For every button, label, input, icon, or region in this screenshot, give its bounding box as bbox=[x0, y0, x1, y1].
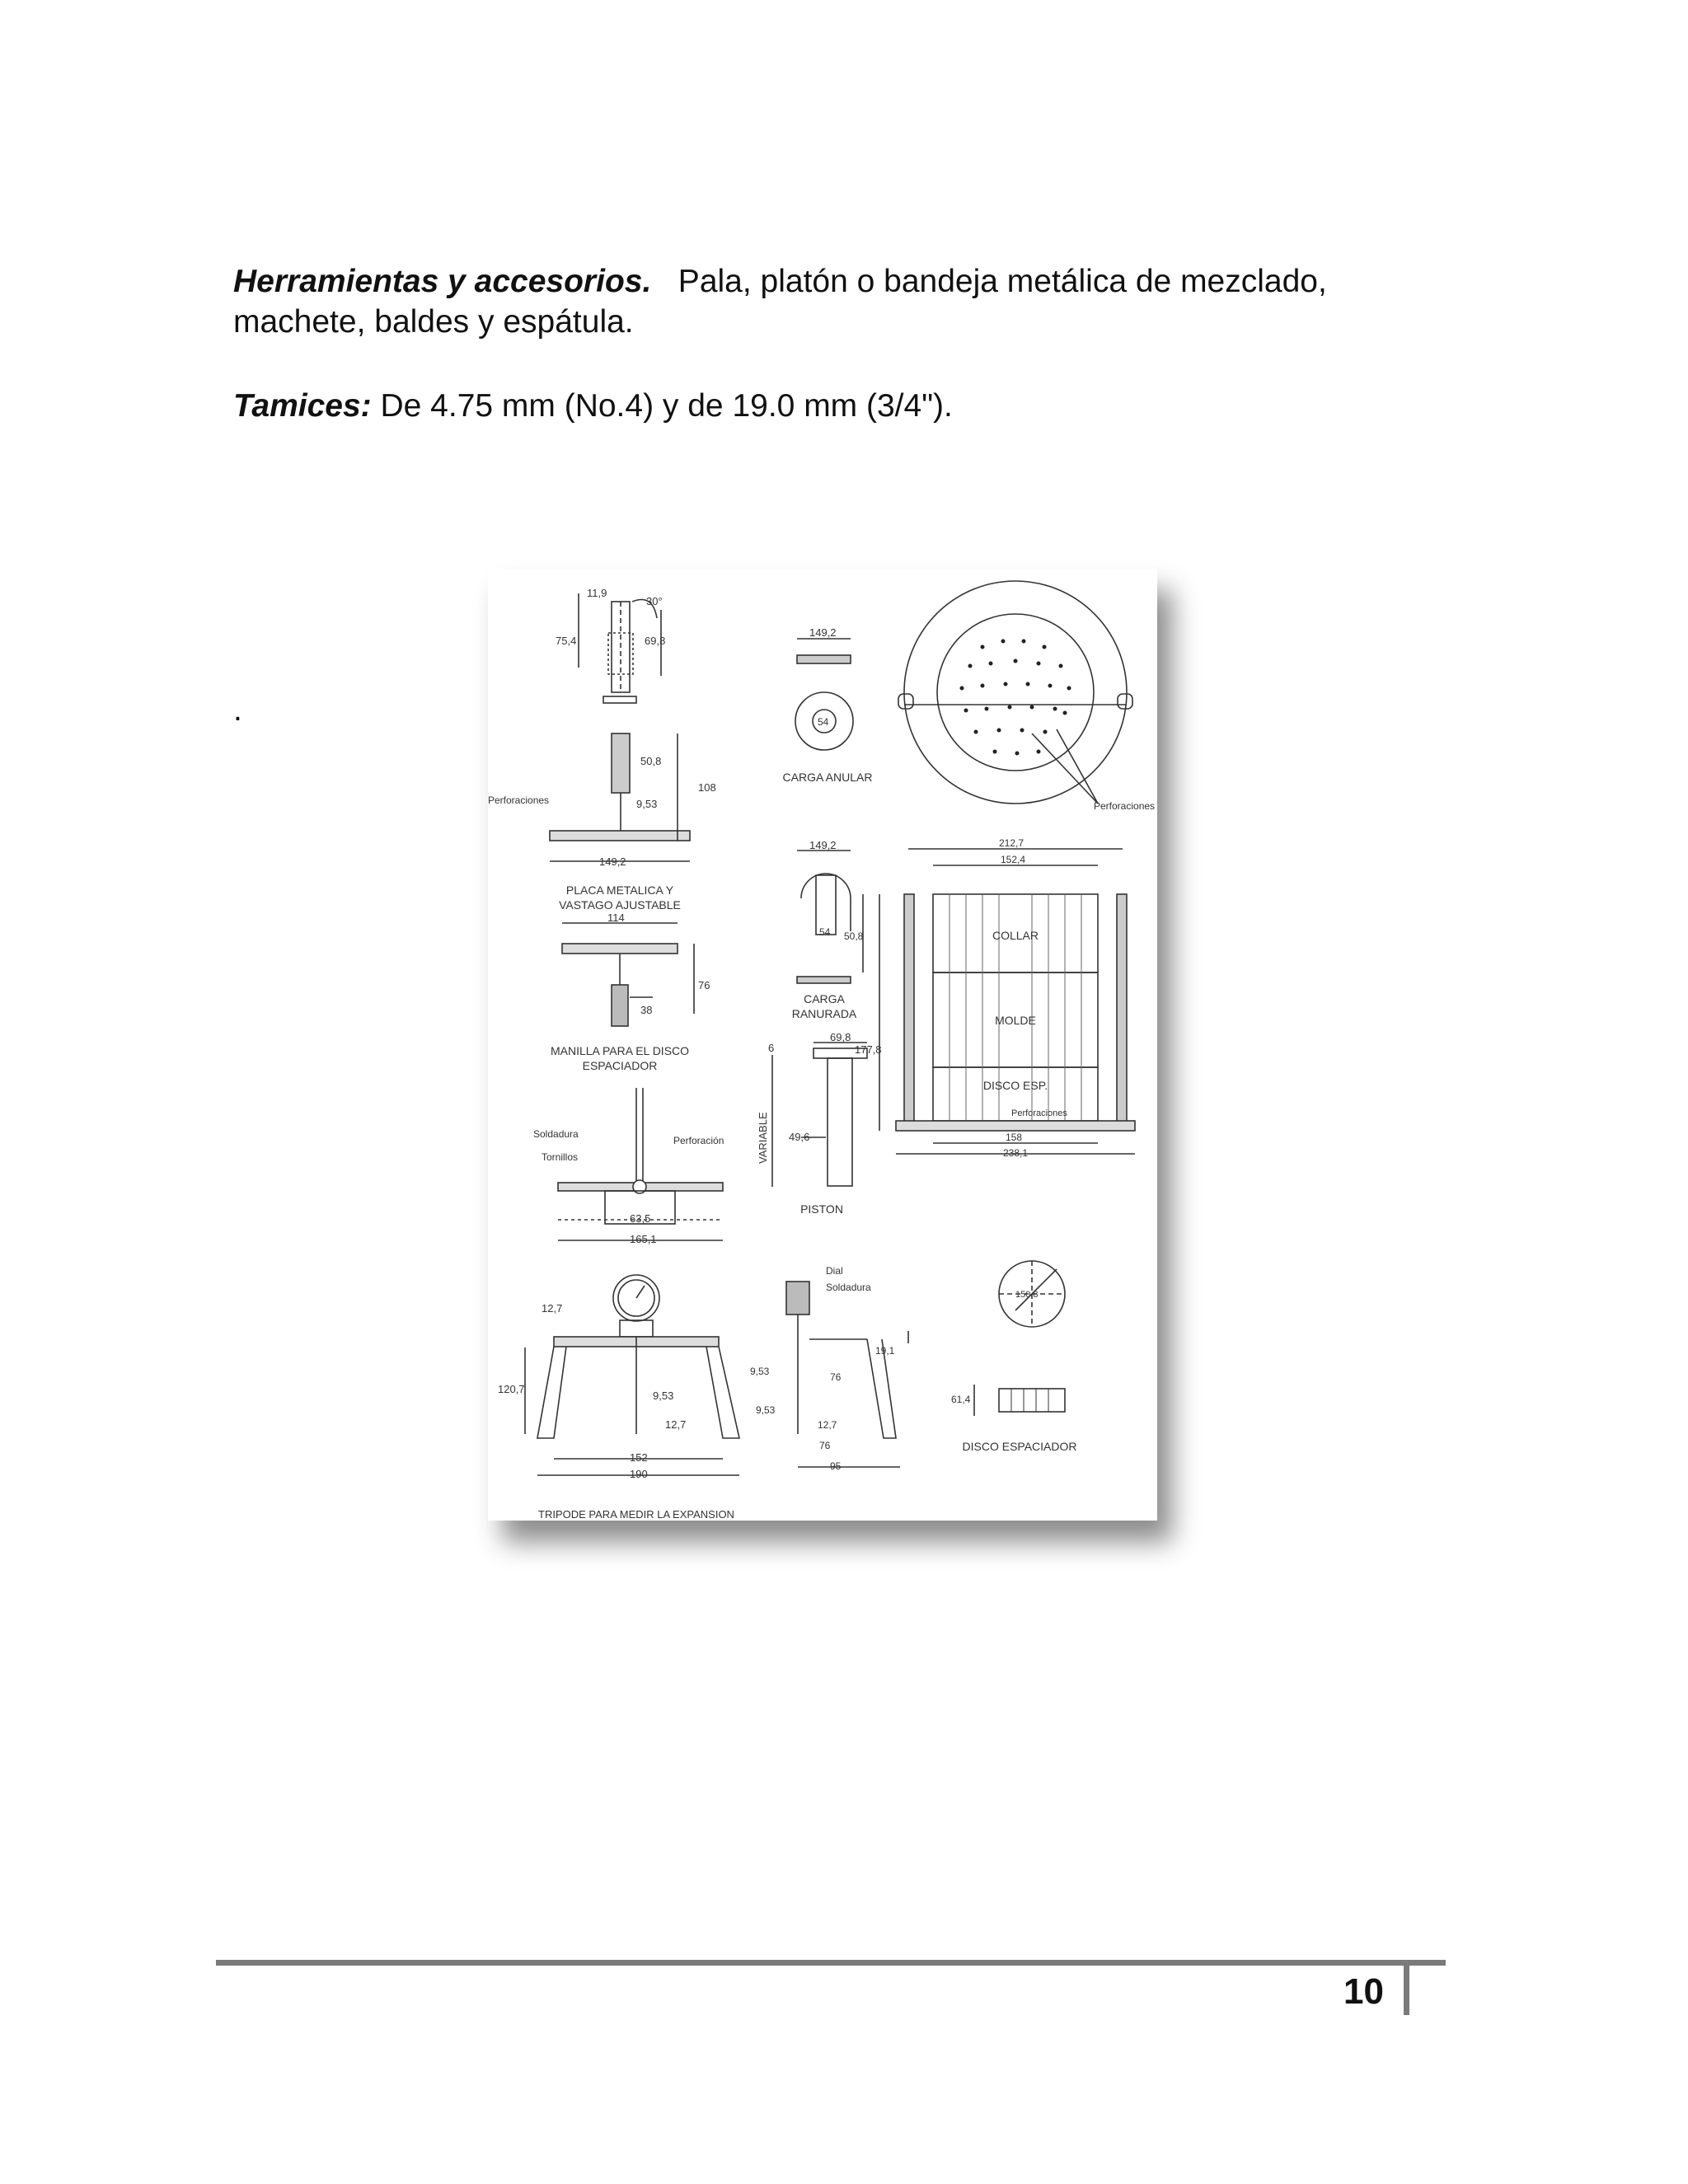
mold-assembly-drawing bbox=[863, 849, 1135, 1154]
dim-50-8-mold: 50,8 bbox=[844, 930, 864, 942]
dim-9-53-dial-a: 9,53 bbox=[750, 1366, 770, 1377]
dim-49-6: 49,6 bbox=[789, 1131, 810, 1143]
dim-165-1: 165,1 bbox=[630, 1233, 657, 1245]
dim-177-8: 177,8 bbox=[855, 1043, 882, 1056]
label-tornillos: Tornillos bbox=[542, 1151, 579, 1163]
dim-149-2-anular: 149,2 bbox=[809, 626, 837, 639]
dim-9-53-dial-b: 9,53 bbox=[756, 1404, 776, 1416]
label-perforaciones-left: Perforaciones bbox=[488, 794, 550, 806]
dim-63-5: 63,5 bbox=[630, 1212, 651, 1225]
dim-54-ranurada: 54 bbox=[819, 926, 831, 938]
dial-stand-drawing bbox=[786, 1282, 908, 1467]
text-tamices: De 4.75 mm (No.4) y de 19.0 mm (3/4"). bbox=[371, 388, 953, 424]
footer-rule bbox=[216, 1960, 1446, 1966]
dim-95: 95 bbox=[830, 1460, 842, 1472]
label-soldadura: Soldadura bbox=[533, 1128, 579, 1140]
label-perforaciones-mold: Perforaciones bbox=[1011, 1108, 1067, 1118]
dim-12-7-dial: 12,7 bbox=[818, 1419, 837, 1431]
dim-12-7-tripode-b: 12,7 bbox=[665, 1418, 687, 1431]
label-ranurada: RANURADA bbox=[791, 1007, 857, 1020]
label-molde: MOLDE bbox=[995, 1014, 1036, 1027]
vastago-top-detail bbox=[550, 593, 690, 861]
dim-149-2-ranurada: 149,2 bbox=[809, 839, 837, 851]
dim-149-2-placa: 149,2 bbox=[599, 855, 626, 868]
label-variable: VARIABLE bbox=[757, 1112, 769, 1164]
dim-76-manilla: 76 bbox=[698, 979, 710, 991]
dim-152-tripode: 152 bbox=[630, 1451, 648, 1464]
page-number: 10 bbox=[1343, 1971, 1384, 2012]
heading-herramientas: Herramientas y accesorios. bbox=[233, 264, 652, 299]
cbr-apparatus-drawing bbox=[488, 569, 1157, 1521]
carga-anular-drawing bbox=[795, 639, 853, 750]
dim-108: 108 bbox=[698, 781, 716, 794]
label-soldadura-dial: Soldadura bbox=[826, 1282, 871, 1293]
perforated-plate-drawing bbox=[898, 581, 1132, 804]
dim-75-4: 75,4 bbox=[556, 635, 577, 647]
dim-6: 6 bbox=[768, 1042, 775, 1054]
label-perforaciones-right: Perforaciones bbox=[1094, 800, 1156, 812]
heading-tamices: Tamices: bbox=[233, 388, 372, 424]
label-manilla-1: MANILLA PARA EL DISCO bbox=[550, 1044, 690, 1057]
dim-9-53-top: 9,53 bbox=[636, 798, 658, 810]
carga-ranurada-drawing bbox=[797, 851, 851, 983]
disco-espaciador-drawing bbox=[974, 1261, 1065, 1416]
dim-158: 158 bbox=[1006, 1132, 1023, 1143]
footer-vertical-bar bbox=[1404, 1966, 1409, 2015]
label-dial: Dial bbox=[826, 1265, 843, 1277]
dim-120-7: 120,7 bbox=[498, 1383, 525, 1395]
dim-12-7-tripode: 12,7 bbox=[542, 1302, 563, 1315]
label-carga: CARGA bbox=[804, 992, 845, 1005]
text-herramientas: Pala, platón o bandeja metálica de mezclado, machete, baldes y espátula. bbox=[233, 264, 1336, 340]
label-piston: PISTON bbox=[800, 1202, 843, 1216]
dim-38: 38 bbox=[640, 1004, 653, 1016]
dim-69-8-piston: 69,8 bbox=[830, 1031, 851, 1043]
label-vastago: VASTAGO AJUSTABLE bbox=[559, 898, 681, 912]
dim-212-7: 212,7 bbox=[999, 837, 1025, 849]
dim-190: 190 bbox=[630, 1468, 648, 1480]
dim-69-8-top: 69,8 bbox=[645, 635, 666, 647]
dim-114: 114 bbox=[607, 912, 625, 924]
label-tripode: TRIPODE PARA MEDIR LA EXPANSION bbox=[538, 1508, 734, 1521]
manilla-drawing bbox=[562, 923, 694, 1026]
label-manilla-2: ESPACIADOR bbox=[582, 1059, 658, 1072]
stray-dot: . bbox=[233, 692, 242, 728]
dim-30: 30° bbox=[646, 595, 663, 607]
label-disco-esp: DISCO ESP. bbox=[982, 1079, 1048, 1092]
label-carga-anular: CARGA ANULAR bbox=[782, 771, 873, 784]
dim-19-1: 19,1 bbox=[875, 1345, 895, 1357]
dim-152-4: 152,4 bbox=[1001, 854, 1026, 865]
dim-150-8: 150,8 bbox=[1015, 1290, 1039, 1300]
label-collar: COLLAR bbox=[992, 929, 1039, 942]
paragraph-tamices bbox=[233, 386, 953, 426]
label-perforacion: Perforación bbox=[673, 1135, 724, 1146]
dim-50-8: 50,8 bbox=[640, 755, 662, 767]
paragraph-herramientas bbox=[233, 261, 1420, 342]
dim-76-dial: 76 bbox=[830, 1371, 842, 1383]
dim-61-4: 61,4 bbox=[951, 1394, 971, 1405]
label-disco-espaciador: DISCO ESPACIADOR bbox=[962, 1440, 1077, 1453]
dim-11-9: 11,9 bbox=[587, 587, 607, 599]
dim-238-1: 238,1 bbox=[1003, 1147, 1029, 1159]
dim-76-dial-b: 76 bbox=[819, 1440, 831, 1451]
piston-drawing bbox=[772, 1043, 867, 1187]
dim-9-53-tripode: 9,53 bbox=[653, 1390, 674, 1402]
dim-54-anular: 54 bbox=[818, 716, 829, 728]
label-placa: PLACA METALICA Y bbox=[565, 883, 674, 897]
